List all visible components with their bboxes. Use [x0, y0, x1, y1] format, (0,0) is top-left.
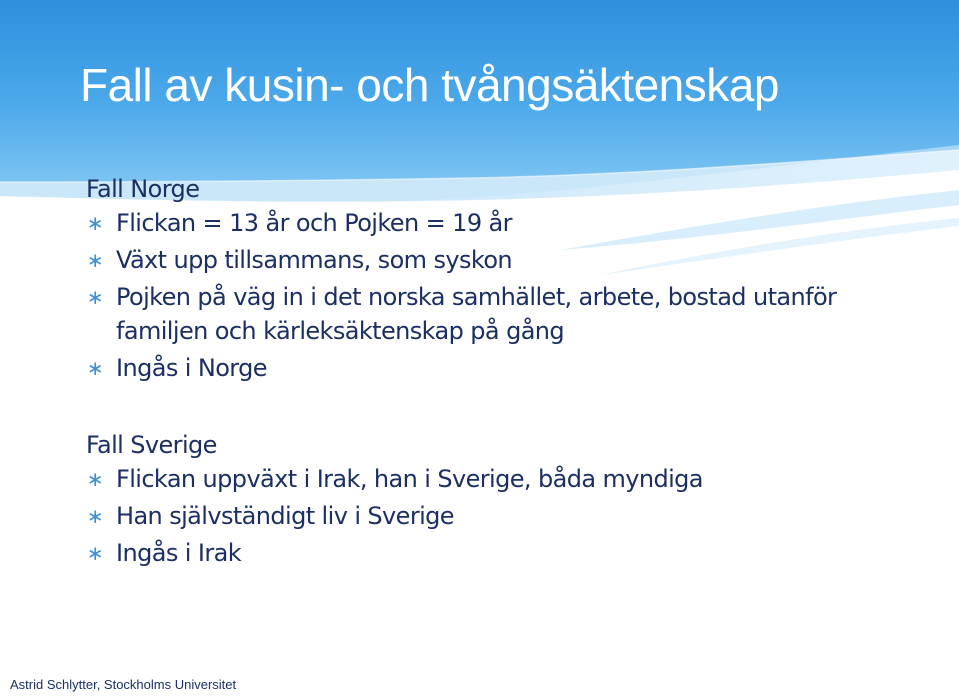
- bullet-list-norge: [86, 206, 906, 385]
- list-item: [86, 499, 906, 533]
- list-item-text: Han självständigt liv i Sverige: [116, 502, 454, 530]
- asterisk-icon: ∗: [86, 211, 104, 235]
- section-heading-sverige: Fall Sverige: [86, 431, 217, 459]
- bullet-list-sverige: [86, 462, 906, 570]
- asterisk-icon: ∗: [86, 541, 104, 565]
- list-item: [86, 243, 906, 277]
- footer-author: Astrid Schlytter, Stockholms Universitet: [10, 677, 237, 692]
- list-item-text: Ingås i Irak: [116, 539, 242, 567]
- section-spacer: [86, 388, 906, 428]
- asterisk-icon: ∗: [86, 248, 104, 272]
- list-item-text: Pojken på väg in i det norska samhället, arbete, bostad utanför familjen och kärleksäktenskap på gång: [116, 283, 837, 345]
- section-heading-norge: Fall Norge: [86, 175, 200, 203]
- slide-content: [86, 172, 906, 573]
- list-item: [86, 351, 906, 385]
- slide-title: Fall av kusin- och tvångsäktenskap: [80, 59, 779, 111]
- asterisk-icon: ∗: [86, 467, 104, 491]
- asterisk-icon: ∗: [86, 504, 104, 528]
- list-item: [86, 536, 906, 570]
- list-item: [86, 206, 906, 240]
- list-item: [86, 462, 906, 496]
- list-item-text: Växt upp tillsammans, som syskon: [116, 246, 513, 274]
- list-item-text: Ingås i Norge: [116, 354, 267, 382]
- asterisk-icon: ∗: [86, 356, 104, 380]
- list-item-text: Flickan = 13 år och Pojken = 19 år: [116, 209, 512, 237]
- list-item-text: Flickan uppväxt i Irak, han i Sverige, båda myndiga: [116, 465, 703, 493]
- list-item: [86, 280, 906, 348]
- asterisk-icon: ∗: [86, 285, 104, 309]
